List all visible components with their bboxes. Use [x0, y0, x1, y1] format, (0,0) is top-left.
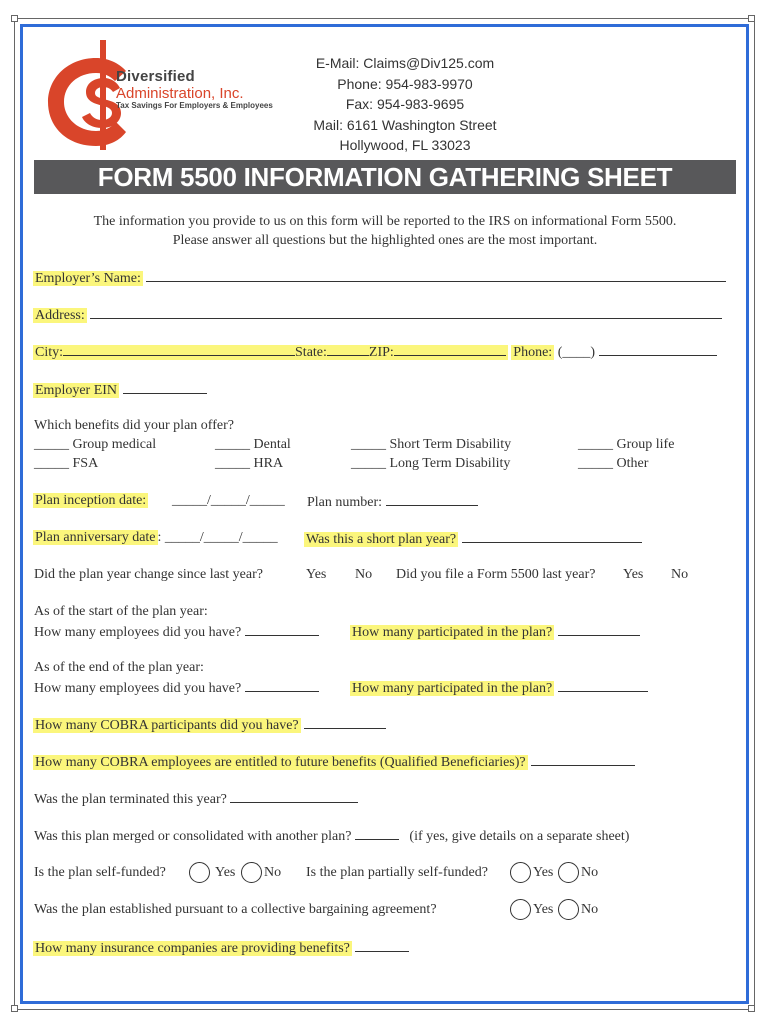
end-employees-label: How many employees did you have?	[34, 681, 242, 696]
start-employees-field[interactable]	[245, 622, 319, 636]
short-year-label: Was this a short plan year?	[306, 532, 457, 547]
frame-corner	[11, 15, 18, 22]
start-employees-label: How many employees did you have?	[34, 625, 242, 640]
state-field[interactable]	[327, 342, 369, 356]
anniversary-row	[33, 529, 278, 547]
collective-yes-radio[interactable]	[510, 899, 531, 920]
partially-funded-yes-radio[interactable]	[510, 862, 531, 883]
insurance-field[interactable]	[355, 938, 409, 952]
merged-note: (if yes, give details on a separate sheet)	[409, 829, 630, 844]
plan-number-label: Plan number:	[307, 495, 383, 510]
ein-label: Employer EIN	[35, 383, 118, 398]
zip-label: ZIP:	[368, 345, 394, 360]
merged-label: Was this plan merged or consolidated with another plan?	[34, 829, 352, 844]
year-change-yes[interactable]: Yes	[306, 567, 327, 582]
end-participated-label: How many participated in the plan?	[352, 681, 553, 696]
intro-line-1: The information you provide to us on this form will be reported to the IRS on informational Form 5500.	[93, 214, 677, 229]
file-5500-no[interactable]: No	[671, 567, 689, 582]
ein-field[interactable]	[123, 380, 207, 394]
self-funded-no-radio[interactable]	[241, 862, 262, 883]
contact-mail: Mail: 6161 Washington Street	[313, 116, 497, 133]
contact-phone: Phone: 954-983-9970	[337, 75, 473, 92]
cobra-entitled-label: How many COBRA employees are entitled to future benefits (Qualified Beneficiaries)?	[35, 755, 526, 770]
address-field[interactable]	[90, 305, 722, 319]
state-label: State:	[295, 345, 327, 360]
benefit-group-life[interactable]: _____ Group life	[578, 437, 675, 452]
contact-city: Hollywood, FL 33023	[339, 137, 471, 153]
inception-row	[33, 492, 148, 510]
employer-name-field[interactable]	[146, 268, 726, 282]
address-row	[33, 305, 722, 325]
start-participated-row	[350, 622, 640, 642]
start-employees-row	[34, 622, 319, 642]
frame-corner	[748, 15, 755, 22]
end-employees-field[interactable]	[245, 678, 319, 692]
self-funded-no-label: No	[264, 865, 282, 880]
benefit-long-term-disability[interactable]: _____ Long Term Disability	[351, 456, 511, 471]
city-field[interactable]	[63, 342, 295, 356]
short-year-field[interactable]	[462, 529, 642, 543]
benefit-dental[interactable]: _____ Dental	[215, 437, 291, 452]
phone-label: Phone:	[513, 345, 553, 360]
end-participated-field[interactable]	[558, 678, 648, 692]
cobra-participants-row	[33, 715, 386, 735]
cobra-participants-field[interactable]	[304, 715, 386, 729]
inception-label: Plan inception date:	[35, 493, 147, 508]
employer-name-label: Employer’s Name:	[35, 271, 141, 286]
partially-funded-no-label: No	[581, 865, 599, 880]
file-5500-yes[interactable]: Yes	[623, 567, 644, 582]
self-funded-label: Is the plan self-funded?	[34, 865, 166, 880]
contact-fax: Fax: 954-983-9695	[345, 96, 465, 112]
end-participated-row	[350, 678, 648, 698]
year-change-label: Did the plan year change since last year?	[34, 567, 263, 582]
form-title: FORM 5500 INFORMATION GATHERING SHEET	[34, 160, 736, 194]
company-name: Diversified	[116, 68, 195, 85]
city-row	[33, 342, 717, 362]
anniversary-date-field[interactable]: : _____/_____/_____	[157, 530, 278, 545]
intro-line-2: Please answer all questions but the highlighted ones are the most important.	[172, 233, 598, 248]
benefits-question: Which benefits did your plan offer?	[34, 418, 234, 433]
company-tagline: Tax Savings For Employers & Employees	[116, 101, 273, 110]
collective-no-radio[interactable]	[558, 899, 579, 920]
collective-yes-label: Yes	[533, 902, 554, 917]
self-funded-yes-label: Yes	[215, 865, 236, 880]
collective-no-label: No	[581, 902, 599, 917]
benefit-group-medical[interactable]: _____ Group medical	[34, 437, 157, 452]
address-label: Address:	[35, 308, 85, 323]
intro-text	[34, 212, 736, 250]
file-5500-label: Did you file a Form 5500 last year?	[396, 567, 596, 582]
start-participated-field[interactable]	[558, 622, 640, 636]
phone-area-field[interactable]: (____)	[557, 345, 596, 360]
frame-corner	[748, 1005, 755, 1012]
terminated-row	[34, 789, 358, 809]
year-change-no[interactable]: No	[355, 567, 373, 582]
collective-label: Was the plan established pursuant to a collective bargaining agreement?	[34, 902, 437, 917]
contact-email: E-Mail: Claims@Div125.com	[315, 55, 495, 71]
start-participated-label: How many participated in the plan?	[352, 625, 553, 640]
frame-corner	[11, 1005, 18, 1012]
cobra-entitled-row	[33, 752, 635, 772]
ein-row	[33, 380, 207, 400]
inception-date-field[interactable]: _____/_____/_____	[172, 493, 285, 508]
benefit-fsa[interactable]: _____ FSA	[34, 456, 99, 471]
end-employees-row	[34, 678, 319, 698]
benefit-short-term-disability[interactable]: _____ Short Term Disability	[351, 437, 512, 452]
cobra-entitled-field[interactable]	[531, 752, 635, 766]
employer-name-row	[33, 268, 726, 288]
merged-field[interactable]	[355, 826, 399, 840]
merged-row	[34, 826, 629, 846]
self-funded-yes-radio[interactable]	[189, 862, 210, 883]
city-label: City:	[35, 345, 64, 360]
terminated-field[interactable]	[230, 789, 358, 803]
plan-number-row	[307, 492, 478, 512]
benefit-hra[interactable]: _____ HRA	[215, 456, 284, 471]
insurance-row	[33, 938, 409, 958]
anniversary-label: Plan anniversary date	[35, 530, 156, 545]
start-plan-year-label: As of the start of the plan year:	[34, 604, 208, 619]
short-year-row	[304, 529, 642, 549]
partially-funded-no-radio[interactable]	[558, 862, 579, 883]
terminated-label: Was the plan terminated this year?	[34, 792, 227, 807]
benefit-other[interactable]: _____ Other	[578, 456, 649, 471]
insurance-label: How many insurance companies are providing benefits?	[35, 941, 350, 956]
zip-field[interactable]	[394, 342, 506, 356]
plan-number-field[interactable]	[386, 492, 478, 506]
partially-funded-yes-label: Yes	[533, 865, 554, 880]
phone-field[interactable]	[599, 342, 717, 356]
contact-block	[290, 53, 520, 156]
partially-funded-label: Is the plan partially self-funded?	[306, 865, 488, 880]
end-plan-year-label: As of the end of the plan year:	[34, 660, 204, 675]
cobra-participants-label: How many COBRA participants did you have?	[35, 718, 299, 733]
company-name-sub: Administration, Inc.	[116, 85, 244, 102]
